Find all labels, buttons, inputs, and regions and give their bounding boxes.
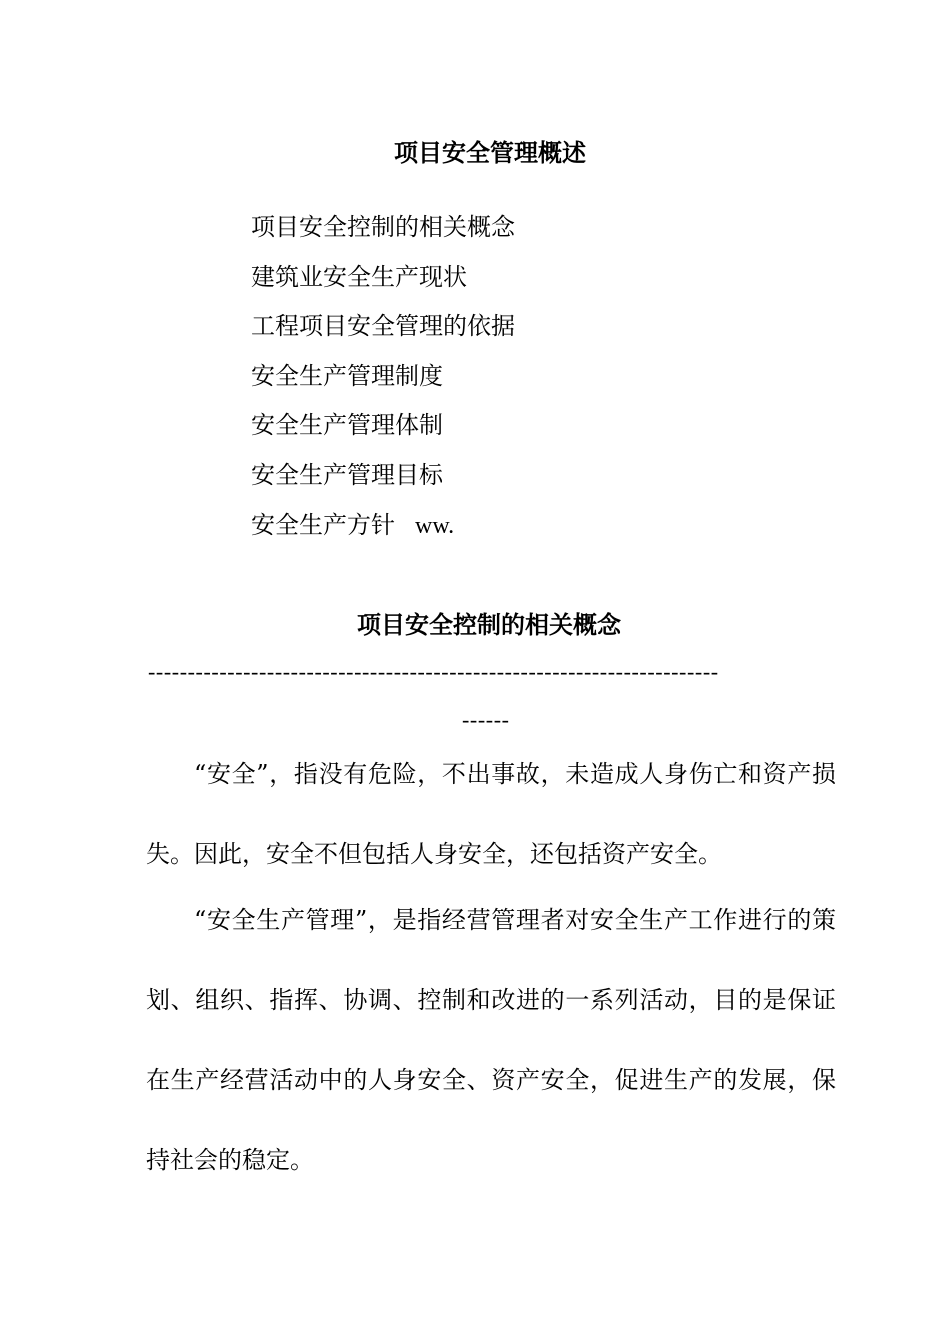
paragraph-safety-management-definition: “安全生产管理”，是指经营管理者对安全生产工作进行的策划、组织、指挥、协调、控制和改进的一系列活动，目的是保证在生产经营活动中的人身安全、资产安全，促进生产的发展，保持社会的稳定。: [146, 906, 836, 1174]
separator-line-continuation: ------: [462, 708, 510, 732]
toc-item-label: 安全生产管理体制: [251, 411, 443, 440]
toc-item-label: 安全生产方针: [251, 510, 395, 539]
toc-item-label: 建筑业安全生产现状: [251, 262, 467, 291]
toc-item: [251, 458, 515, 508]
toc-item: [251, 210, 515, 260]
toc-item: [251, 309, 515, 359]
section-title: 项目安全控制的相关概念: [357, 610, 621, 639]
toc-item: [251, 359, 515, 409]
toc-item-label: 项目安全控制的相关概念: [251, 213, 515, 241]
table-of-contents: [251, 210, 515, 557]
paragraph-safety-definition: “安全”，指没有危险，不出事故，未造成人身伤亡和资产损失。因此，安全不但包括人身安全，还包括资产安全。: [146, 760, 836, 868]
toc-item: [251, 260, 515, 310]
document-title: 项目安全管理概述: [394, 138, 586, 167]
toc-item-label: 工程项目安全管理的依据: [251, 312, 515, 341]
toc-item-label: 安全生产管理目标: [251, 460, 443, 489]
toc-item-suffix: ww.: [415, 512, 455, 539]
toc-item: [251, 408, 515, 458]
separator-line: ------------------------------------------------------------------------: [148, 660, 719, 684]
toc-item-label: 安全生产管理制度: [251, 361, 443, 390]
toc-item: [251, 508, 515, 558]
